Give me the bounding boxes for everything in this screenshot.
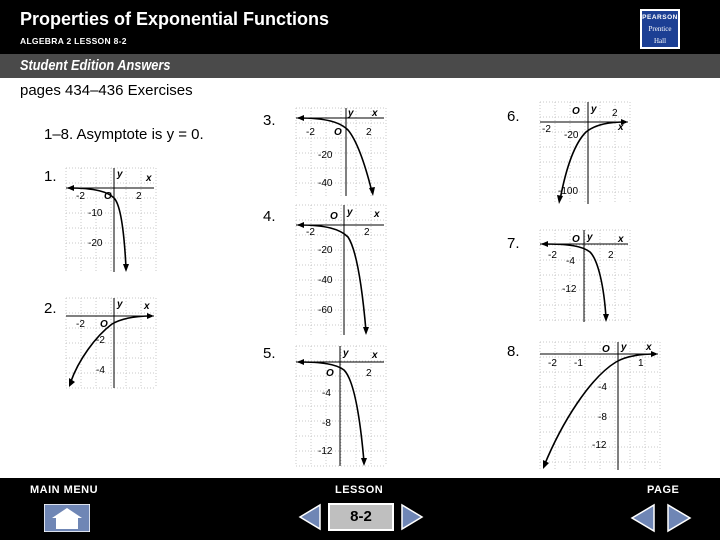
g2-origin: O [100,319,108,330]
exercise-1-number: 1. [44,168,57,185]
exercise-2-number: 2. [44,300,57,317]
g7-x-label: x [618,234,624,245]
g8-x-label: x [646,342,652,353]
g3-ytick-2: -40 [318,178,333,189]
prev-page-icon [632,505,654,531]
prev-lesson-icon [300,505,320,529]
g5-ytick-2: -8 [322,418,331,429]
graph-8 [540,342,660,470]
graph-1 [66,168,156,272]
g8-xtick-2: -1 [574,358,583,369]
g4-ytick-2: -40 [318,275,333,286]
g7-y-label: y [587,232,593,243]
logo-line-2: Prentice [648,25,672,33]
exercise-7-number: 7. [507,235,520,252]
main-menu-label: MAIN MENU [30,484,99,496]
page-title: Properties of Exponential Functions [20,9,330,29]
graph-5 [296,346,386,466]
g5-y-label: y [343,348,349,359]
g6-xtick-2: 2 [612,108,618,119]
g3-xtick-1: -2 [306,127,315,138]
g7-xtick-1: -2 [548,250,557,261]
g2-xtick-1: -2 [76,319,85,330]
g5-ytick-1: -4 [322,388,331,399]
g4-ytick-3: -60 [318,305,333,316]
g8-xtick-1: -2 [548,358,557,369]
g8-ytick-2: -8 [598,412,607,423]
publisher-logo [640,9,680,49]
page-label: PAGE [647,484,680,496]
g3-x-label: x [372,108,378,119]
g4-y-label: y [347,207,353,218]
lesson-number: 8-2 [328,503,394,531]
g8-ytick-3: -12 [592,440,607,451]
g2-y-label: y [117,299,123,310]
g4-xtick-1: -2 [306,227,315,238]
g6-ytick-2: -100 [558,186,579,197]
g1-origin: O [104,191,112,202]
graph-3 [296,108,386,196]
g4-ytick-1: -20 [318,245,333,256]
g5-ytick-3: -12 [318,446,333,457]
g8-origin: O [602,344,610,355]
g4-xtick-2: 2 [364,227,370,238]
g7-origin: O [572,234,580,245]
g8-y-label: y [621,342,627,353]
g1-x-label: x [146,173,152,184]
g7-ytick-1: -4 [566,256,575,267]
exercise-4-number: 4. [263,208,276,225]
next-page-button[interactable] [664,503,694,533]
g6-y-label: y [591,104,597,115]
home-button[interactable] [44,504,90,532]
g6-xtick-1: -2 [542,124,551,135]
g2-ytick-2: -4 [96,365,105,376]
section-title: Student Edition Answers [20,57,171,74]
g1-ytick-2: -20 [88,238,103,249]
exercise-5-number: 5. [263,345,276,362]
g5-origin: O [326,368,334,379]
graph-4 [296,205,386,335]
exercise-3-number: 3. [263,112,276,129]
exercise-8-number: 8. [507,343,520,360]
g8-xtick-3: 1 [638,358,644,369]
g3-xtick-2: 2 [366,127,372,138]
prev-page-button[interactable] [628,503,658,533]
graph-2 [66,298,156,388]
g6-origin: O [572,106,580,117]
g1-ytick-1: -10 [88,208,103,219]
g3-origin: O [334,127,342,138]
graph-7 [540,230,630,322]
g6-ytick-1: -20 [564,130,579,141]
logo-line-1: PEARSON [642,14,678,21]
g5-x-label: x [372,350,378,361]
exercise-6-number: 6. [507,108,520,125]
logo-line-3: Hall [653,37,667,45]
next-lesson-icon [402,505,422,529]
g1-xtick-2: 2 [136,191,142,202]
next-lesson-button[interactable] [398,503,426,531]
g5-xtick-1: 2 [366,368,372,379]
g4-x-label: x [374,209,380,220]
g6-x-label: x [618,122,624,133]
next-page-icon [668,505,690,531]
prev-lesson-button[interactable] [296,503,324,531]
g3-y-label: y [348,108,354,119]
graph-6 [540,102,630,204]
pages-heading: pages 434–436 Exercises [20,82,193,99]
lesson-subtitle: ALGEBRA 2 LESSON 8-2 [20,36,127,46]
g1-y-label: y [117,169,123,180]
g7-xtick-2: 2 [608,250,614,261]
g8-ytick-1: -4 [598,382,607,393]
lesson-label: LESSON [335,484,384,496]
asymptote-note: 1–8. Asymptote is y = 0. [44,126,204,143]
g3-ytick-1: -20 [318,150,333,161]
g7-ytick-2: -12 [562,284,577,295]
g2-ytick-1: -2 [96,335,105,346]
g1-xtick-1: -2 [76,191,85,202]
g4-origin: O [330,211,338,222]
g2-x-label: x [144,301,150,312]
